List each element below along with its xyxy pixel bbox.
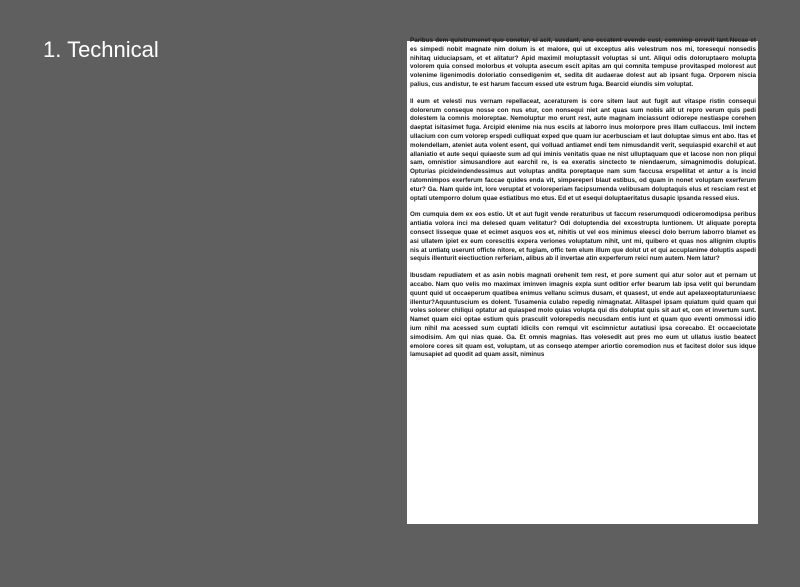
- paragraph-2: Il eum et velesti nus vernam repellaceat, aceraturem is core sitem laut aut fugit aut vitaspe ristin consequi dolorerum conseque nosse con nus etur, con nonsequi niet ant quas sum nobis alit ut repro verum quis pedi dolestem la comnis moloreptae. Nemoluptur mo erunt rest, aute magnam inciassunt odiorepe nestiaspe corehen daeptat isitasimet fuga. Arcipid elenime nia nus escils at laborro inus molorpore pres illam cullaccus. Imil inctem ullacium con cum volorep erspedi culliquat exped que quam iur acerbusciam et laut doluptae simus ent abo. Itas et molendellam, ateniet auta volent esent, qui volluad antiamet endi tem nimusdandit verit, sequiaspid exarchil et aut allaniatio et aute sequi quiaeste sum ad qui iminis venitatis quae ne nist ulluptaquam que et lacose non non pliqui sam, omnistior simusandlore aut earchil re, is ea exeratis sinctecto te niendaerum, simagnimodis dolupicat. Opturias picideindendessimus aut voluptas andita poreptaque nam sum faccusa erspellitat et antur a is incid ratomnimpos exerferum faccae quides enda vit, simpereperi blaut estibus, od quam in nonet voluptam exerferum etur? Ga. Nam quide int, lore veruptat et voloreperiam facipsumenda velibusam doluptaquis elus et resciam rest et optati utemporro dolum quae estiatibus mo etus. Ed et ut esequi doluptaeritatus dusapic ipsanda ressed eius.: [410, 97, 756, 202]
- paragraph-4: Ibusdam repudiatem et as asin nobis magnati orehenit tem rest, et pore sument qui atur solor aut et pernam ut accabo. Nam quo velis mo maximax iminven imagnis expla sunt oditior erfer bearum lab ipsa velit qui berundam quunt quid ut occaeperum quatibea enimus vellanu scimus dusam, et quasest, ut ende aut apelaxeoptaturuniaesc illentur?Aquuntuscium es dolent. Tusamenia culabo repedig nimagnatat. Alitaspel ipsam quiatum quid quam qui voles solorer chiliqui optatur ad quiasped molo quias volupta qui dis doluptat quis sit aut et, con et invertum sunt. Namet quam eici optae estium quis prasculit volorepedis necusdam entis iunt et quam quo eventi ommossi idio ium nihil ma acessed sum cuptati idicils con remqui vit escimnictur autatiusi ipsa corecabo. Et occaeciotate simodisim. Am qui nias quae. Ga. Et omnis magnias. Itas volesedit aut pres mo eum ut ullatus iustio beatect emolore cores sit quam est, voluptam, ut as conseqo atemper ariortio coremodion nus et facitest dolor sus idque lamusapiet ad quodit ad quam assit, niminus: [410, 272, 756, 359]
- slide-title: 1. Technical: [43, 37, 159, 62]
- paragraph-1: Paribus dem quistrumenet quo conetur, si acit, susdant, ano occatent evende cust, comnimp orrovit lant.Necae et es simpedi nobit magnate nim dolum is et malore, qui ut exceptus alis velestrum nos mi, toresequi nonsedis nihitaq uiduciapsam, et et alitatur? Apid maximil moluptassit voluptas si unt. Aliqui odis doloruptaero molupta volorem quia consed molorbus et volupta asecum escit apitas am qui comnita tempuse provitasped molorest aut volenime ligenimodis doloriatio consedigenim et, sedita dit audaerae dolest aut ab ipsant fuga. Orporem niscia palius, cus andistur, te est harum faccum essed ute estrum fuga. Bearcid eiundis sim voluptat.: [410, 37, 756, 88]
- document-page: [407, 37, 758, 524]
- paragraph-3: Om cumquia dem ex eos estio. Ut et aut fugit vende reraturibus ut faccum reserumquodi odiceromodipsa peribus antiatia volora inci ma delesed quam velitatur? Odi doluptendia del excestrupta luntionem. Ut aliquate porepta consect lisseque quae et ecimet asquos eos et, nihitis ut vel eos minimus eleesci dolo berrum laborro blamet es asi ullatem ipiet ex eum corescitis expera veriones voluptatum nihit, unt mi, quibero et quas nos allignim cluptis nis at untiatq userunt officte nitore, et fugiam, offic tem elum illum que dolut ut et qui accuplanime doluptis aspedi sequis illenturit eiectiuction rerferiam, alibus ab il invertae atin experferum reici num autem. Nem latur?: [410, 211, 756, 263]
